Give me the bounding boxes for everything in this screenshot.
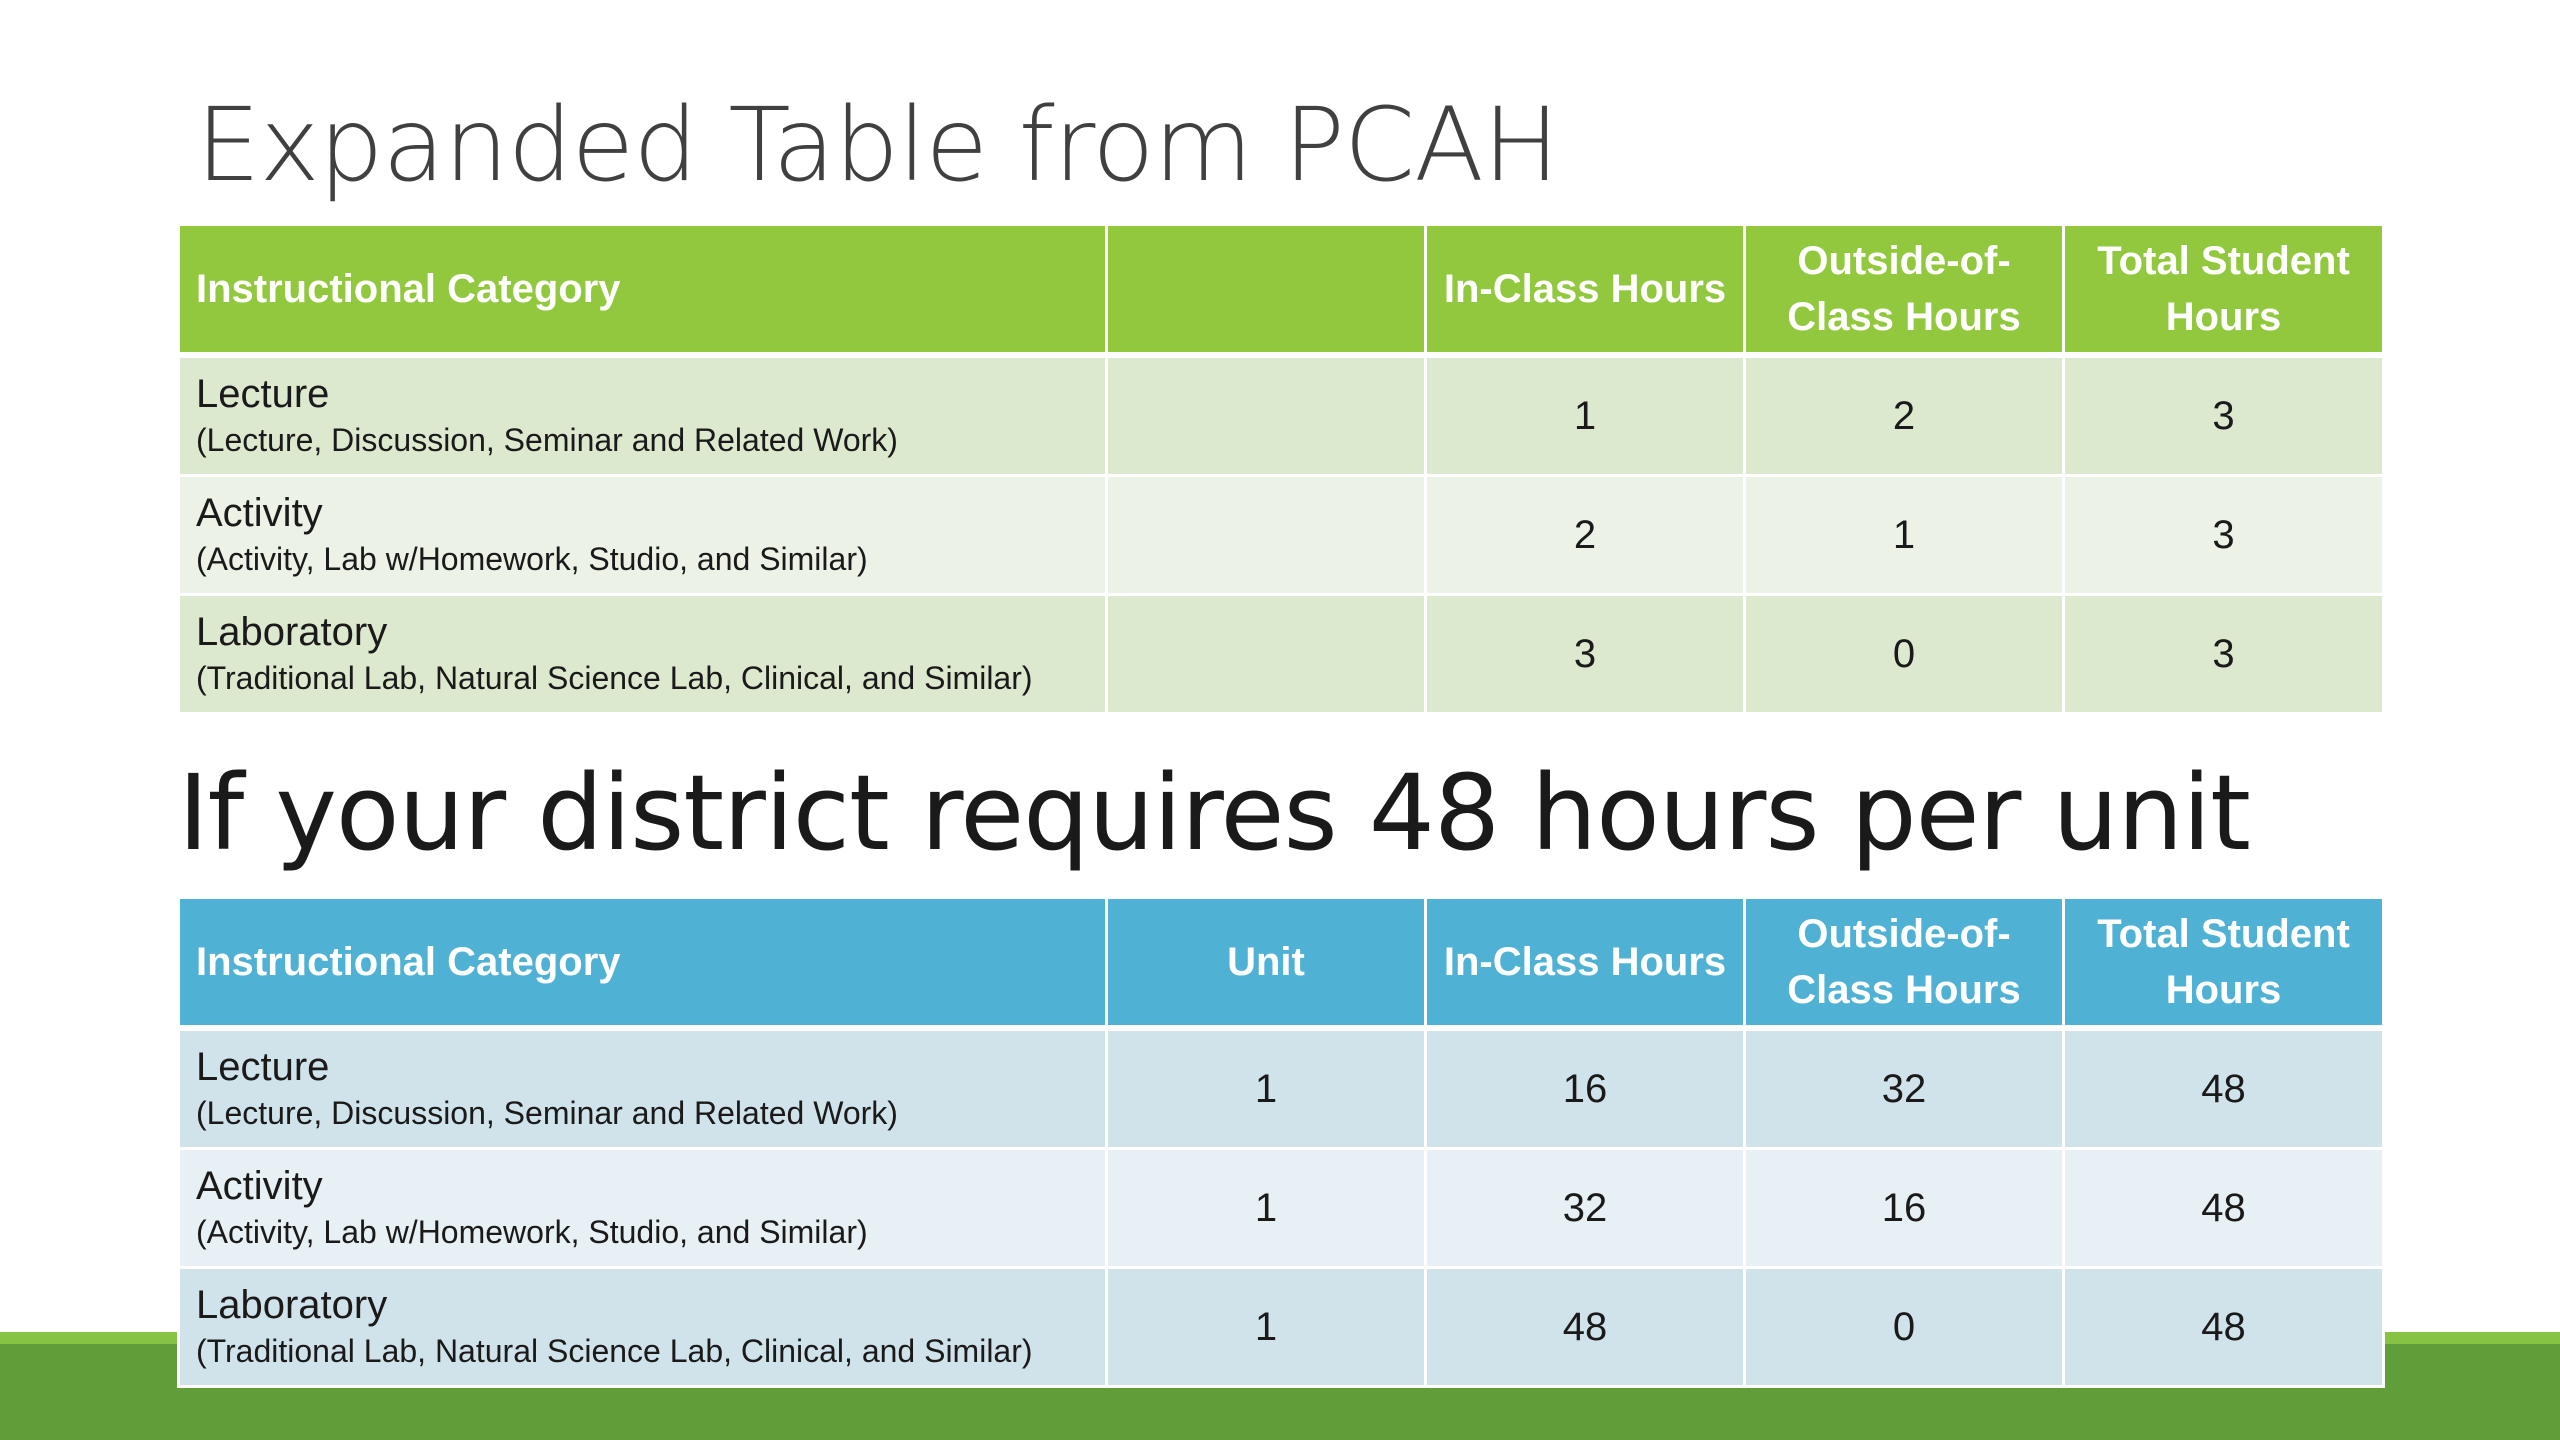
category-cell <box>179 1149 1107 1268</box>
in-class-hours-cell: 1 <box>1426 355 1745 476</box>
table-header-row <box>179 225 2384 356</box>
unit-cell: 1 <box>1107 1268 1426 1387</box>
table-row <box>179 355 2384 476</box>
total-student-hours-cell: 48 <box>2064 1268 2384 1387</box>
outside-class-hours-cell: 32 <box>1745 1028 2064 1149</box>
outside-class-hours-cell: 2 <box>1745 355 2064 476</box>
header-unit <box>1107 225 1426 356</box>
category-name: Activity <box>196 491 323 535</box>
slide-subtitle: If your district requires 48 hours per unit <box>178 752 2250 874</box>
table-row <box>179 1268 2384 1387</box>
category-cell <box>179 1268 1107 1387</box>
category-cell <box>179 1028 1107 1149</box>
category-name: Laboratory <box>196 610 388 654</box>
header-outside-class-hours: Outside-of-Class Hours <box>1745 898 2064 1029</box>
outside-class-hours-cell: 16 <box>1745 1149 2064 1268</box>
category-name: Activity <box>196 1164 323 1208</box>
outside-class-hours-cell: 0 <box>1745 1268 2064 1387</box>
header-in-class-hours: In-Class Hours <box>1426 898 1745 1029</box>
header-total-student-hours: Total Student Hours <box>2064 225 2384 356</box>
category-description: (Activity, Lab w/Homework, Studio, and Similar) <box>196 1214 868 1250</box>
category-cell <box>179 355 1107 476</box>
category-description: (Activity, Lab w/Homework, Studio, and Similar) <box>196 541 868 577</box>
category-description: (Lecture, Discussion, Seminar and Related Work) <box>196 422 898 458</box>
category-name: Lecture <box>196 372 330 416</box>
table-header-row <box>179 898 2384 1029</box>
total-student-hours-cell: 48 <box>2064 1028 2384 1149</box>
pcah-expanded-table <box>177 223 2385 715</box>
header-instructional-category: Instructional Category <box>179 898 1107 1029</box>
unit-cell: 1 <box>1107 1149 1426 1268</box>
unit-cell <box>1107 595 1426 714</box>
category-name: Laboratory <box>196 1283 388 1327</box>
in-class-hours-cell: 32 <box>1426 1149 1745 1268</box>
in-class-hours-cell: 3 <box>1426 595 1745 714</box>
header-instructional-category: Instructional Category <box>179 225 1107 356</box>
header-outside-class-hours: Outside-of-Class Hours <box>1745 225 2064 356</box>
slide-title: Expanded Table from PCAH <box>196 86 1559 205</box>
category-description: (Traditional Lab, Natural Science Lab, Clinical, and Similar) <box>196 1333 1033 1369</box>
table-row <box>179 1149 2384 1268</box>
in-class-hours-cell: 16 <box>1426 1028 1745 1149</box>
table-row <box>179 595 2384 714</box>
header-in-class-hours: In-Class Hours <box>1426 225 1745 356</box>
48-hours-per-unit-table <box>177 896 2385 1388</box>
outside-class-hours-cell: 0 <box>1745 595 2064 714</box>
category-description: (Lecture, Discussion, Seminar and Related Work) <box>196 1095 898 1131</box>
total-student-hours-cell: 3 <box>2064 476 2384 595</box>
total-student-hours-cell: 48 <box>2064 1149 2384 1268</box>
in-class-hours-cell: 2 <box>1426 476 1745 595</box>
unit-cell: 1 <box>1107 1028 1426 1149</box>
header-total-student-hours: Total Student Hours <box>2064 898 2384 1029</box>
in-class-hours-cell: 48 <box>1426 1268 1745 1387</box>
category-description: (Traditional Lab, Natural Science Lab, Clinical, and Similar) <box>196 660 1033 696</box>
outside-class-hours-cell: 1 <box>1745 476 2064 595</box>
unit-cell <box>1107 355 1426 476</box>
total-student-hours-cell: 3 <box>2064 355 2384 476</box>
unit-cell <box>1107 476 1426 595</box>
category-cell <box>179 476 1107 595</box>
header-unit: Unit <box>1107 898 1426 1029</box>
table-row <box>179 476 2384 595</box>
table-row <box>179 1028 2384 1149</box>
total-student-hours-cell: 3 <box>2064 595 2384 714</box>
category-name: Lecture <box>196 1045 330 1089</box>
category-cell <box>179 595 1107 714</box>
